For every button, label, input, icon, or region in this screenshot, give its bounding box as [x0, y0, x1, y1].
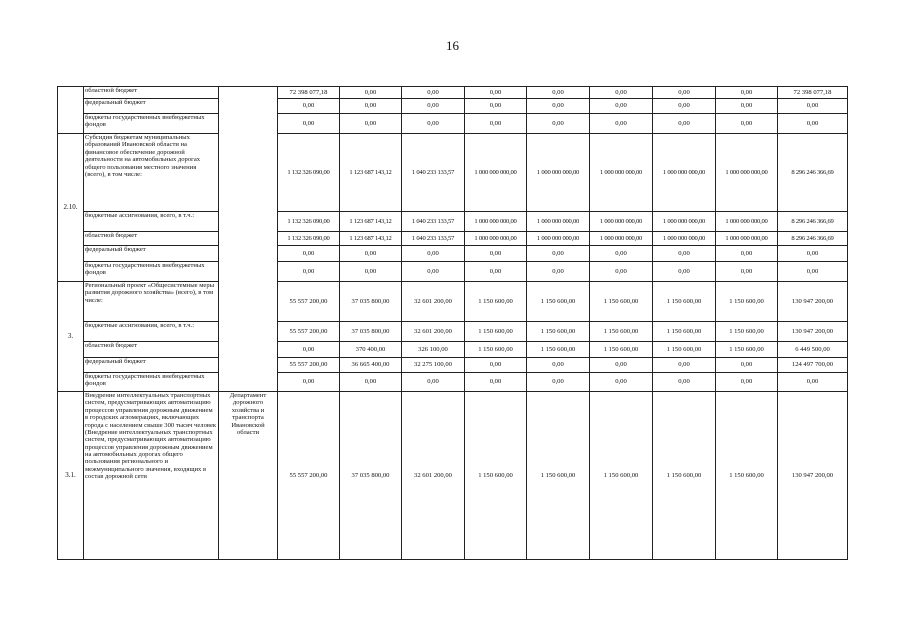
amount-cell: 0,00 [653, 246, 716, 262]
amount-cell: 0,00 [465, 262, 527, 282]
amount-cell: 0,00 [402, 262, 465, 282]
amount-cell: 1 150 600,00 [653, 342, 716, 358]
amount-cell: 0,00 [778, 99, 848, 114]
amount-cell: 1 123 687 143,12 [340, 232, 402, 246]
amount-cell: 32 601 200,00 [402, 322, 465, 342]
table-row [58, 322, 848, 342]
amount-cell: 130 947 200,00 [778, 322, 848, 342]
page-number: 16 [446, 38, 459, 53]
amount-cell: 1 150 600,00 [716, 282, 778, 322]
amount-cell: 0,00 [340, 87, 402, 99]
amount-cell: 0,00 [465, 114, 527, 134]
table-row [58, 232, 848, 246]
amount-cell: 0,00 [527, 99, 590, 114]
amount-cell: 1 150 600,00 [590, 322, 653, 342]
amount-cell: 8 296 246 366,69 [778, 232, 848, 246]
row-label: федеральный бюджет [84, 358, 219, 373]
amount-cell: 1 150 600,00 [465, 342, 527, 358]
table-row [58, 87, 848, 99]
amount-cell: 8 296 246 366,69 [778, 134, 848, 212]
table-row [58, 373, 848, 392]
amount-cell: 1 150 600,00 [716, 392, 778, 560]
row-label: бюджеты государственных внебюджетных фондов [84, 114, 219, 134]
section-number: 3. [58, 282, 84, 392]
amount-cell: 0,00 [778, 373, 848, 392]
section-number-cell [58, 87, 84, 134]
amount-cell: 0,00 [590, 114, 653, 134]
amount-cell: 1 040 233 133,57 [402, 134, 465, 212]
amount-cell: 370 400,00 [340, 342, 402, 358]
amount-cell: 1 150 600,00 [527, 342, 590, 358]
amount-cell: 0,00 [527, 262, 590, 282]
amount-cell: 0,00 [278, 246, 340, 262]
table-row [58, 262, 848, 282]
amount-cell: 0,00 [527, 373, 590, 392]
amount-cell: 0,00 [653, 114, 716, 134]
amount-cell: 72 398 077,18 [278, 87, 340, 99]
row-label: федеральный бюджет [84, 246, 219, 262]
amount-cell: 55 557 200,00 [278, 392, 340, 560]
section-number: 2.10. [58, 134, 84, 282]
row-label: Региональный проект «Общесистемные меры развития дорожного хозяйства» (всего), в том числе: [84, 282, 219, 322]
amount-cell: 0,00 [590, 373, 653, 392]
amount-cell: 0,00 [527, 358, 590, 373]
amount-cell: 0,00 [278, 99, 340, 114]
amount-cell: 0,00 [527, 114, 590, 134]
amount-cell: 0,00 [590, 99, 653, 114]
amount-cell: 36 665 400,00 [340, 358, 402, 373]
amount-cell: 1 150 600,00 [527, 282, 590, 322]
amount-cell: 1 000 000 000,00 [653, 212, 716, 232]
amount-cell: 0,00 [465, 246, 527, 262]
budget-table [57, 86, 848, 560]
amount-cell: 1 040 233 133,57 [402, 212, 465, 232]
table-row [58, 342, 848, 358]
amount-cell: 1 000 000 000,00 [590, 212, 653, 232]
amount-cell: 0,00 [402, 99, 465, 114]
row-label: областной бюджет [84, 342, 219, 358]
amount-cell: 0,00 [465, 99, 527, 114]
amount-cell: 0,00 [340, 262, 402, 282]
row-label: областной бюджет [84, 232, 219, 246]
amount-cell: 55 557 200,00 [278, 322, 340, 342]
amount-cell: 1 150 600,00 [465, 392, 527, 560]
amount-cell: 72 398 077,18 [778, 87, 848, 99]
amount-cell: 0,00 [716, 373, 778, 392]
amount-cell: 0,00 [716, 114, 778, 134]
table-row [58, 246, 848, 262]
amount-cell: 0,00 [340, 246, 402, 262]
amount-cell: 124 497 700,00 [778, 358, 848, 373]
amount-cell: 1 000 000 000,00 [527, 232, 590, 246]
amount-cell: 6 449 500,00 [778, 342, 848, 358]
amount-cell: 0,00 [340, 373, 402, 392]
amount-cell: 0,00 [653, 373, 716, 392]
row-label: федеральный бюджет [84, 99, 219, 114]
row-label: бюджеты государственных внебюджетных фондов [84, 262, 219, 282]
amount-cell: 1 000 000 000,00 [716, 134, 778, 212]
amount-cell: 0,00 [653, 358, 716, 373]
amount-cell: 0,00 [653, 87, 716, 99]
amount-cell: 130 947 200,00 [778, 392, 848, 560]
amount-cell: 1 123 687 143,12 [340, 212, 402, 232]
amount-cell: 1 000 000 000,00 [527, 134, 590, 212]
amount-cell: 130 947 200,00 [778, 282, 848, 322]
amount-cell: 0,00 [278, 342, 340, 358]
amount-cell: 1 150 600,00 [653, 282, 716, 322]
amount-cell: 1 000 000 000,00 [716, 232, 778, 246]
amount-cell: 1 150 600,00 [653, 322, 716, 342]
table-row [58, 212, 848, 232]
amount-cell: 0,00 [778, 114, 848, 134]
amount-cell: 55 557 200,00 [278, 282, 340, 322]
table-row [58, 134, 848, 212]
amount-cell: 1 150 600,00 [590, 342, 653, 358]
amount-cell: 37 035 800,00 [340, 282, 402, 322]
amount-cell: 1 000 000 000,00 [590, 134, 653, 212]
amount-cell: 1 150 600,00 [465, 322, 527, 342]
amount-cell: 8 296 246 366,69 [778, 212, 848, 232]
amount-cell: 0,00 [402, 114, 465, 134]
amount-cell: 0,00 [527, 246, 590, 262]
amount-cell: 1 000 000 000,00 [653, 232, 716, 246]
table-row [58, 99, 848, 114]
amount-cell: 1 150 600,00 [465, 282, 527, 322]
amount-cell: 0,00 [340, 114, 402, 134]
amount-cell: 32 275 100,00 [402, 358, 465, 373]
amount-cell: 0,00 [278, 373, 340, 392]
amount-cell: 0,00 [716, 358, 778, 373]
amount-cell: 1 040 233 133,57 [402, 232, 465, 246]
amount-cell: 0,00 [278, 114, 340, 134]
amount-cell: 1 000 000 000,00 [716, 212, 778, 232]
amount-cell: 1 132 326 090,00 [278, 212, 340, 232]
responsible-cell [219, 87, 278, 392]
row-label: бюджеты государственных внебюджетных фондов [84, 373, 219, 392]
table-row [58, 358, 848, 373]
amount-cell: 1 000 000 000,00 [527, 212, 590, 232]
amount-cell: 0,00 [653, 99, 716, 114]
row-label: бюджетные ассигнования, всего, в т.ч.: [84, 322, 219, 342]
amount-cell: 0,00 [278, 262, 340, 282]
table-row [58, 282, 848, 322]
amount-cell: 1 000 000 000,00 [465, 212, 527, 232]
amount-cell: 1 150 600,00 [716, 322, 778, 342]
amount-cell: 1 150 600,00 [716, 342, 778, 358]
amount-cell: 1 000 000 000,00 [653, 134, 716, 212]
responsible-executor: Департамент дорожного хозяйства и транспорта Ивановской области [219, 392, 278, 560]
amount-cell: 0,00 [590, 87, 653, 99]
row-label: бюджетные ассигнования, всего, в т.ч.: [84, 212, 219, 232]
amount-cell: 1 000 000 000,00 [465, 134, 527, 212]
row-label: областной бюджет [84, 87, 219, 99]
amount-cell: 1 000 000 000,00 [465, 232, 527, 246]
amount-cell: 0,00 [716, 246, 778, 262]
amount-cell: 1 150 600,00 [527, 392, 590, 560]
amount-cell: 0,00 [402, 87, 465, 99]
amount-cell: 1 123 687 143,12 [340, 134, 402, 212]
amount-cell: 32 601 200,00 [402, 282, 465, 322]
amount-cell: 0,00 [716, 99, 778, 114]
row-label: Субсидия бюджетам муниципальных образований Ивановской области на финансовое обеспечение дорожной деятельности на автомобильных дорогах общего пользования местного значения (всего), в том числе: [84, 134, 219, 212]
amount-cell: 1 150 600,00 [590, 282, 653, 322]
row-label: Внедрение интеллектуальных транспортных систем, предусматривающих автоматизацию процессов управления дорожным движением в городских агломерациях, включающих города с населением свыше 300 тысяч человек (Внедрение интеллектуальных транспортных систем, предусматривающих автоматизацию процессов управления дорожным движением на автомобильных дорогах общего пользования регионального и межмуниципального значения, входящих в состав дорожной сети [84, 392, 219, 560]
amount-cell: 0,00 [465, 358, 527, 373]
amount-cell: 1 150 600,00 [590, 392, 653, 560]
amount-cell: 0,00 [590, 358, 653, 373]
amount-cell: 0,00 [716, 87, 778, 99]
amount-cell: 0,00 [465, 373, 527, 392]
amount-cell: 55 557 200,00 [278, 358, 340, 373]
amount-cell: 0,00 [402, 373, 465, 392]
table-row [58, 114, 848, 134]
amount-cell: 0,00 [716, 262, 778, 282]
amount-cell: 1 150 600,00 [527, 322, 590, 342]
amount-cell: 37 035 800,00 [340, 322, 402, 342]
amount-cell: 0,00 [590, 246, 653, 262]
amount-cell: 0,00 [527, 87, 590, 99]
amount-cell: 0,00 [778, 246, 848, 262]
amount-cell: 1 132 326 090,00 [278, 134, 340, 212]
amount-cell: 0,00 [778, 262, 848, 282]
amount-cell: 326 100,00 [402, 342, 465, 358]
section-number: 3.1. [58, 392, 84, 560]
amount-cell: 1 150 600,00 [653, 392, 716, 560]
amount-cell: 32 601 200,00 [402, 392, 465, 560]
amount-cell: 0,00 [465, 87, 527, 99]
amount-cell: 37 035 800,00 [340, 392, 402, 560]
amount-cell: 1 132 326 090,00 [278, 232, 340, 246]
amount-cell: 0,00 [402, 246, 465, 262]
amount-cell: 0,00 [340, 99, 402, 114]
amount-cell: 0,00 [590, 262, 653, 282]
table-row [58, 392, 848, 560]
amount-cell: 0,00 [653, 262, 716, 282]
amount-cell: 1 000 000 000,00 [590, 232, 653, 246]
